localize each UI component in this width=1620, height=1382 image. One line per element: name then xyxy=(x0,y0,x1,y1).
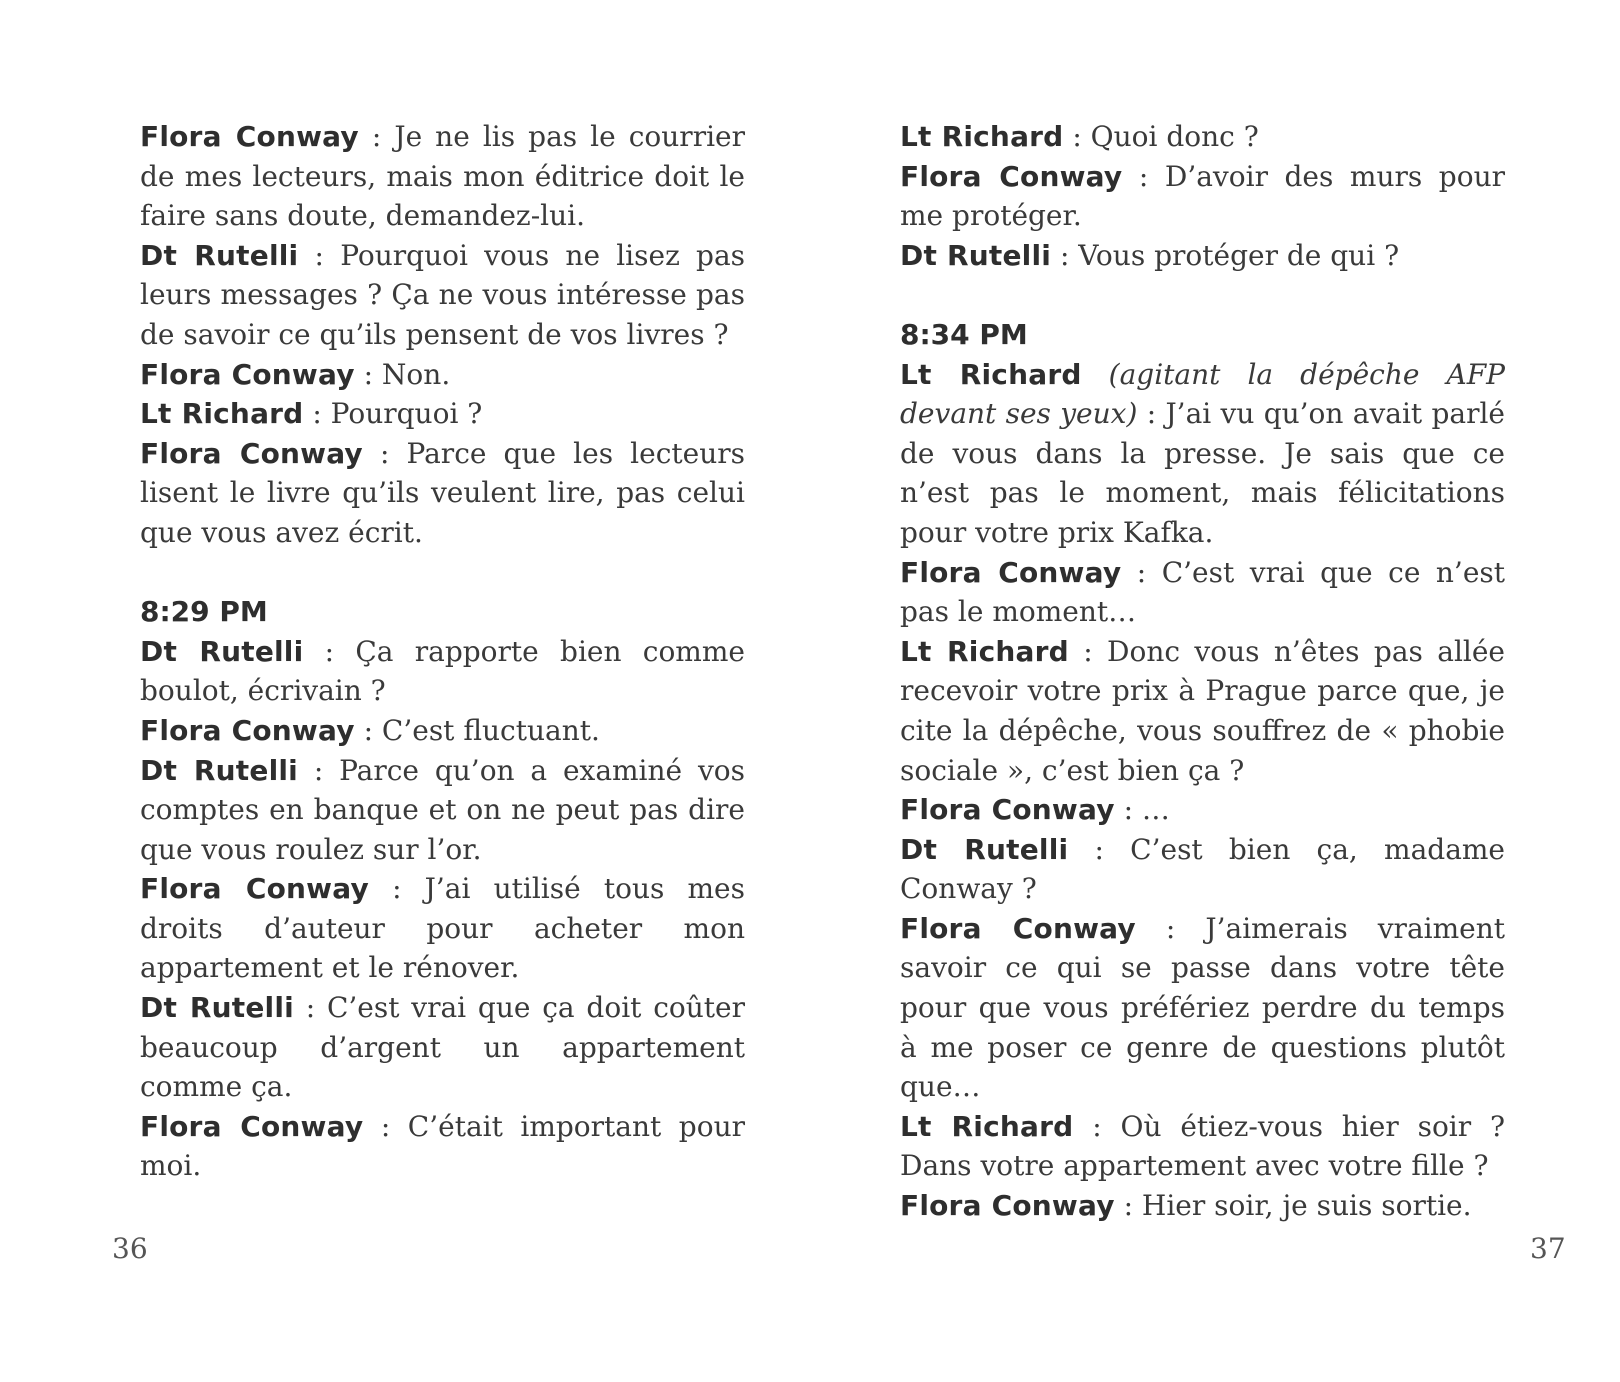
page-number-left: 36 xyxy=(112,1232,148,1265)
speaker-name: Flora Conway xyxy=(140,436,363,470)
dialogue-text: Hier soir, je suis sortie. xyxy=(1141,1189,1472,1223)
dialogue-line xyxy=(900,1186,1505,1226)
dialogue-line xyxy=(900,632,1505,790)
dialogue-line xyxy=(900,236,1505,276)
dialogue-line xyxy=(140,988,745,1107)
dialogue-line xyxy=(900,790,1505,830)
dialogue-line xyxy=(140,117,745,236)
stage-direction: (agitant la dépêche AFP devant ses yeux) xyxy=(900,357,1505,431)
speaker-name: Lt Richard xyxy=(140,397,304,431)
separator: : xyxy=(1122,159,1165,193)
separator: : xyxy=(354,713,382,747)
separator: : xyxy=(354,357,382,391)
page-number-right: 37 xyxy=(1530,1232,1566,1265)
speaker-name: Dt Rutelli xyxy=(900,832,1069,866)
dialogue-text: Je ne lis pas le courrier de mes lecteurs, mais mon éditrice doit le faire sans doute, demandez-lui. xyxy=(140,120,745,233)
speaker-name: Lt Richard xyxy=(900,120,1064,153)
dialogue-line xyxy=(900,355,1505,553)
dialogue-text: Où étiez-vous hier soir ? Dans votre appartement avec votre fille ? xyxy=(900,1109,1506,1183)
speaker-name: Flora Conway xyxy=(140,872,369,906)
dialogue-line xyxy=(900,117,1505,157)
timestamp-heading: 8:29 PM xyxy=(140,595,268,629)
dialogue-line xyxy=(900,157,1505,236)
dialogue-line xyxy=(140,1107,745,1186)
dialogue-line xyxy=(140,869,745,988)
dialogue-text: Quoi donc ? xyxy=(1090,120,1259,153)
speaker-name: Flora Conway xyxy=(900,555,1122,589)
dialogue-line xyxy=(140,434,745,553)
speaker-name: Flora Conway xyxy=(140,1109,364,1143)
dialogue-text: Ça rapporte bien comme boulot, écrivain ? xyxy=(140,634,745,708)
dialogue-text: Pourquoi vous ne lisez pas leurs messages ? Ça ne vous intéresse pas de savoir ce qu’ils pensent de vos livres ? xyxy=(140,238,746,351)
speaker-name: Dt Rutelli xyxy=(140,238,299,272)
dialogue-line xyxy=(140,394,745,434)
separator: : xyxy=(1137,397,1166,431)
left-page-text xyxy=(140,117,745,1186)
dialogue-text: J’aimerais vraiment savoir ce qui se passe dans votre tête pour que vous préfériez perdre du temps à me poser ce genre de questions plutôt que… xyxy=(900,911,1505,1104)
dialogue-text: … xyxy=(1141,793,1170,827)
dialogue-text: J’ai utilisé tous mes droits d’auteur pour acheter mon appartement et le rénover. xyxy=(140,872,745,985)
dialogue-line xyxy=(140,236,745,355)
speaker-name: Lt Richard xyxy=(900,357,1082,391)
dialogue-text: Pourquoi ? xyxy=(330,397,483,431)
separator: : xyxy=(1073,1109,1121,1143)
dialogue-text: J’ai vu qu’on avait parlé de vous dans la presse. Je sais que ce n’est pas le moment, mais félicitations pour votre prix Kafka. xyxy=(900,397,1505,549)
separator: : xyxy=(363,1109,408,1143)
separator: : xyxy=(1068,634,1108,668)
separator: : xyxy=(1121,555,1162,589)
speaker-name: Flora Conway xyxy=(900,159,1123,193)
right-page-text xyxy=(900,117,1505,1226)
dialogue-text: C’est fluctuant. xyxy=(381,713,600,747)
speaker-name: Dt Rutelli xyxy=(140,753,298,787)
separator: : xyxy=(1114,1189,1142,1223)
separator: : xyxy=(1135,911,1206,945)
dialogue-line xyxy=(140,711,745,751)
speaker-name: Dt Rutelli xyxy=(140,991,294,1025)
right-page xyxy=(810,0,1620,1382)
separator: : xyxy=(1051,238,1079,272)
separator: : xyxy=(1114,793,1142,827)
dialogue-text: D’avoir des murs pour me protéger. xyxy=(900,159,1506,233)
dialogue-line xyxy=(900,553,1505,632)
speaker-name: Dt Rutelli xyxy=(140,634,304,668)
dialogue-text: Non. xyxy=(381,357,451,391)
separator: : xyxy=(303,634,356,668)
dialogue-text: C’est vrai que ça doit coûter beaucoup d’argent un appartement comme ça. xyxy=(140,991,745,1104)
dialogue-line xyxy=(140,355,745,395)
speaker-name: Flora Conway xyxy=(900,911,1136,945)
dialogue-text: Parce qu’on a examiné vos comptes en banque et on ne peut pas dire que vous roulez sur l’or. xyxy=(140,753,745,866)
speaker-name: Flora Conway xyxy=(140,357,355,391)
dialogue-line xyxy=(140,751,745,870)
speaker-name: Flora Conway xyxy=(900,793,1115,827)
dialogue-text: Parce que les lecteurs lisent le livre qu’ils veulent lire, pas celui que vous avez écrit. xyxy=(140,436,745,549)
speaker-name: Dt Rutelli xyxy=(900,238,1052,272)
dialogue-text: Vous protéger de qui ? xyxy=(1078,238,1400,272)
separator: : xyxy=(362,436,407,470)
speaker-name: Flora Conway xyxy=(140,120,359,153)
separator: : xyxy=(1068,832,1131,866)
separator: : xyxy=(293,991,327,1025)
separator: : xyxy=(1063,120,1091,153)
speaker-name: Flora Conway xyxy=(900,1189,1115,1223)
dialogue-text: C’est bien ça, madame Conway ? xyxy=(900,832,1506,906)
timestamp-heading: 8:34 PM xyxy=(900,317,1028,351)
separator: : xyxy=(358,120,395,153)
separator: : xyxy=(298,238,341,272)
dialogue-text: Donc vous n’êtes pas allée recevoir votre prix à Prague parce que, je cite la dépêche, vous souffrez de « phobie sociale », c’est bien ça ? xyxy=(900,634,1505,787)
speaker-name: Lt Richard xyxy=(900,634,1069,668)
dialogue-line xyxy=(900,1107,1505,1186)
dialogue-line xyxy=(140,632,745,711)
separator: : xyxy=(303,397,331,431)
dialogue-line xyxy=(900,909,1505,1107)
dialogue-text: C’est vrai que ce n’est pas le moment… xyxy=(900,555,1506,629)
speaker-name: Flora Conway xyxy=(140,713,355,747)
speaker-name: Lt Richard xyxy=(900,1109,1074,1143)
dialogue-line xyxy=(900,830,1505,909)
dialogue-text: C’était important pour moi. xyxy=(140,1109,745,1183)
separator: : xyxy=(297,753,340,787)
separator: : xyxy=(368,872,425,906)
